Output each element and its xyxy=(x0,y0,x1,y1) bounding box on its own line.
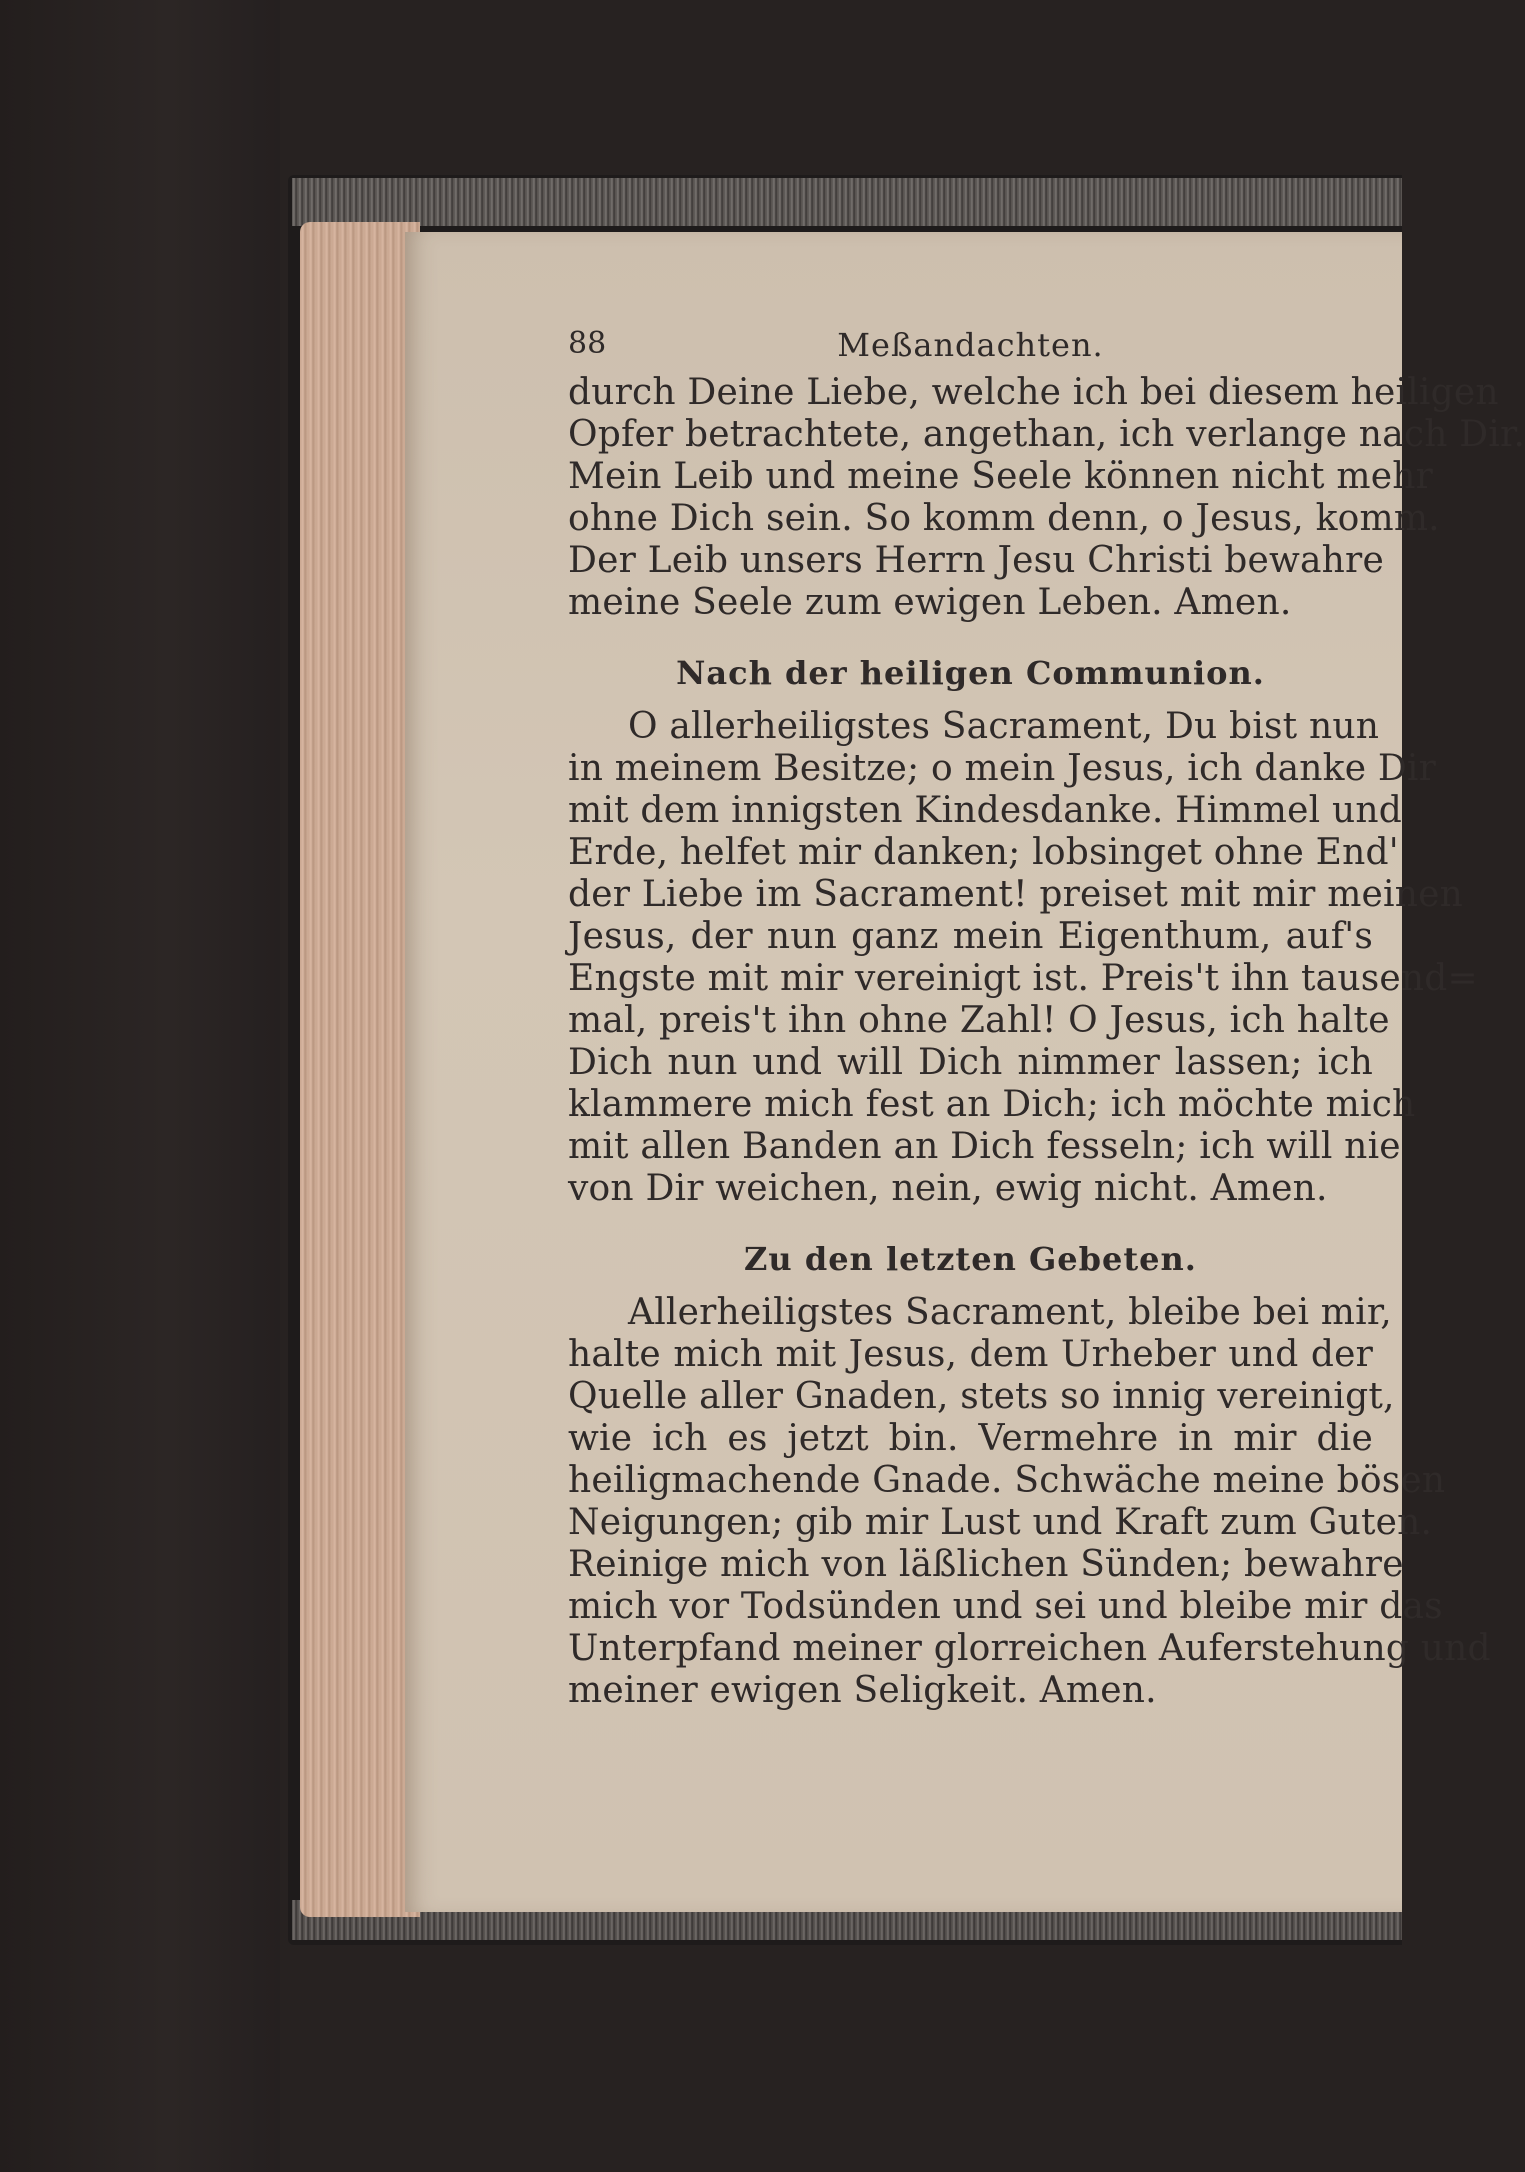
text-line: wie ich es jetzt bin. Vermehre in mir die xyxy=(568,1418,1373,1459)
text-line: mich vor Todsünden und sei und bleibe mir das xyxy=(568,1586,1443,1627)
text-line: meine Seele zum ewigen Leben. Amen. xyxy=(568,582,1292,623)
page-edges-stack xyxy=(300,222,420,1917)
background-left xyxy=(0,0,280,2172)
text-line: von Dir weichen, nein, ewig nicht. Amen. xyxy=(568,1168,1328,1209)
text-line: Jesus, der nun ganz mein Eigenthum, auf's xyxy=(568,916,1373,957)
text-line: Reinige mich von läßlichen Sünden; bewahre xyxy=(568,1544,1404,1585)
paragraph-2 xyxy=(568,706,1478,1210)
text-line: mal, preis't ihn ohne Zahl! O Jesus, ich halte xyxy=(568,1000,1390,1041)
text-line: Der Leib unsers Herrn Jesu Christi bewahre xyxy=(568,540,1384,581)
text-line: Unterpfand meiner glorreichen Auferstehung und xyxy=(568,1628,1491,1669)
page-text xyxy=(568,322,1525,1712)
text-line: ohne Dich sein. So komm denn, o Jesus, komm. xyxy=(568,498,1440,539)
page-block-top-edge xyxy=(292,178,1402,226)
text-line: heiligmachende Gnade. Schwäche meine bösen xyxy=(568,1460,1446,1501)
text-line: Dich nun und will Dich nimmer lassen; ich xyxy=(568,1042,1373,1083)
text-line: O allerheiligstes Sacrament, Du bist nun xyxy=(628,706,1380,747)
text-line: Quelle aller Gnaden, stets so innig vereinigt, xyxy=(568,1376,1395,1417)
paragraph-1 xyxy=(568,372,1525,624)
text-line: mit allen Banden an Dich fesseln; ich will nie xyxy=(568,1126,1401,1167)
text-line: halte mich mit Jesus, dem Urheber und der xyxy=(568,1334,1373,1375)
text-line: klammere mich fest an Dich; ich möchte mich xyxy=(568,1084,1416,1125)
running-head: Meßandachten. xyxy=(837,326,1104,364)
text-line: Erde, helfet mir danken; lobsinget ohne End' xyxy=(568,832,1399,873)
text-line: Mein Leib und meine Seele können nicht mehr xyxy=(568,456,1433,497)
text-line: Engste mit mir vereinigt ist. Preis't ihn tausend= xyxy=(568,958,1478,999)
text-line: Opfer betrachtete, angethan, ich verlange nach Dir. xyxy=(568,414,1525,455)
text-line: durch Deine Liebe, welche ich bei diesem heiligen xyxy=(568,372,1499,413)
paragraph-3 xyxy=(568,1292,1491,1712)
text-line: Neigungen; gib mir Lust und Kraft zum Guten. xyxy=(568,1502,1433,1543)
text-line: meiner ewigen Seligkeit. Amen. xyxy=(568,1670,1157,1711)
text-line: in meinem Besitze; o mein Jesus, ich danke Dir xyxy=(568,748,1437,789)
section-title-last-prayers: Zu den letzten Gebeten. xyxy=(744,1240,1197,1278)
page-header xyxy=(568,322,1373,372)
section-title-communion: Nach der heiligen Communion. xyxy=(676,654,1265,692)
text-line: der Liebe im Sacrament! preiset mit mir meinen xyxy=(568,874,1464,915)
text-line: mit dem innigsten Kindesdanke. Himmel und xyxy=(568,790,1402,831)
page-number: 88 xyxy=(568,326,607,361)
text-line: Allerheiligstes Sacrament, bleibe bei mir, xyxy=(628,1292,1392,1333)
